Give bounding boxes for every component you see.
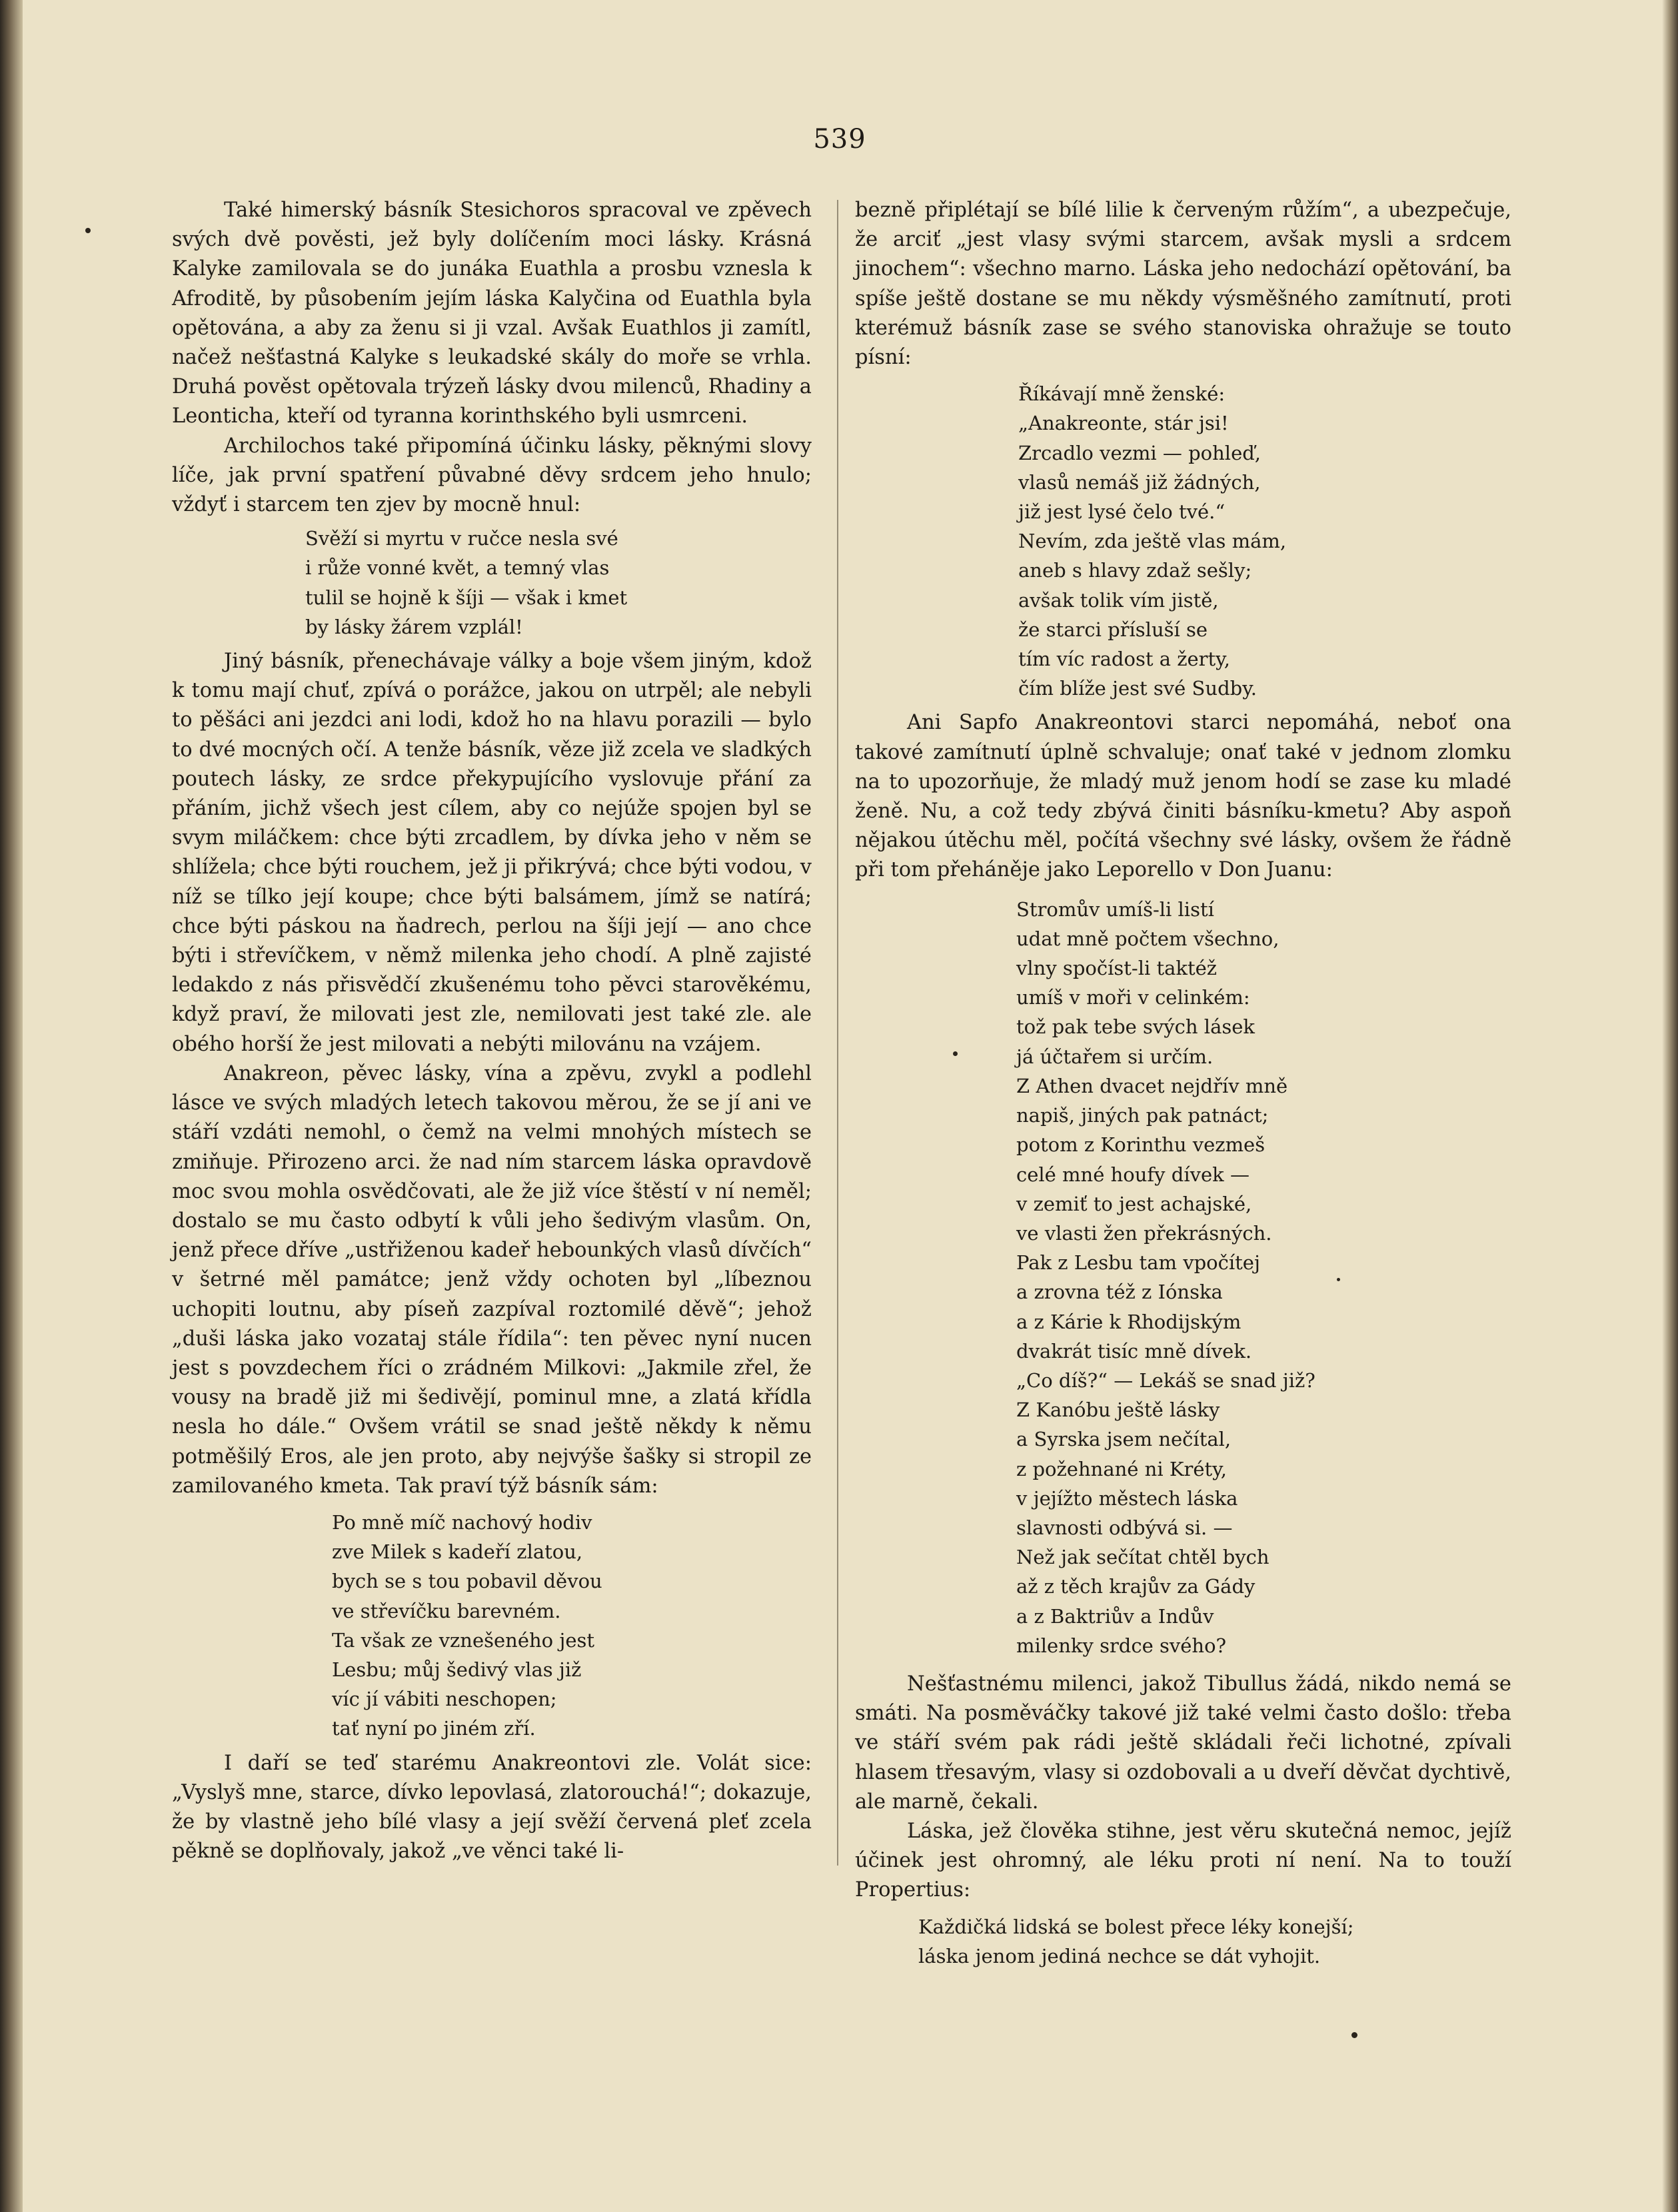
paragraph-dari-se-zle: I daří se teď starému Anakreontovi zle. Volát sice: „Vyslyš mne, starce, dívko lepovlasá, zlatorouchá!“; dokazuje, že by vlastně jeho bílé vlasy a její svěží červená pleť zcela pěkně se doplňovaly, jakož „ve věnci také li- bbox=[172, 1751, 812, 1864]
paragraph-continuation: bezně připlétají se bílé lilie k červeným růžím“, a ubezpečuje, že arciť „jest vlasy svými starcem, avšak mysli a srdcem jinochem“: všechno marno. Láska jeho nedochází opětování, ba spíše ještě dostane se mu někdy výsměšného zamítnutí, proti kterémuž básník zase se svého stanoviska ohražuje se touto písní: bbox=[855, 199, 1511, 370]
verse-line: a zrovna též z Iónska bbox=[1016, 1281, 1223, 1304]
verse-stromuv-listi bbox=[855, 895, 1511, 1660]
verse-line: a z Baktriův a Indův bbox=[1016, 1604, 1214, 1628]
verse-line: já účtařem si určím. bbox=[1016, 1045, 1214, 1068]
verse-line: i růže vonné květ, a temný vlas bbox=[305, 556, 610, 580]
verse-line: avšak tolik vím jistě, bbox=[1018, 588, 1219, 612]
paper-speck bbox=[953, 1051, 958, 1056]
paragraph-propertius: Láska, jež člověka stihne, jest věru skutečná nemoc, jejíž účinek jest ohromný, ale léku proti ní není. Na to touží Propertius: bbox=[855, 1819, 1511, 1902]
verse-line: „Anakreonte, stár jsi! bbox=[1018, 412, 1229, 435]
verse-line: ve střevíčku barevném. bbox=[332, 1599, 561, 1622]
column-divider bbox=[837, 200, 838, 1866]
verse-line: Ta však ze vznešeného jest bbox=[332, 1628, 595, 1652]
verse-line: ve vlasti žen překrásných. bbox=[1016, 1221, 1272, 1245]
paragraph-archilochos: Archilochos také připomíná účinku lásky, pěknými slovy líče, jak první spatření půvabné děvy srdcem jeho hnulo; vždyť i starcem ten zjev by mocně hnul: bbox=[172, 434, 812, 517]
verse-line: udat mně počtem všechno, bbox=[1016, 927, 1279, 950]
paper-speck bbox=[85, 228, 91, 233]
binding-shadow bbox=[0, 0, 23, 2212]
verse-line: v zemiť to jest achajské, bbox=[1016, 1192, 1252, 1215]
verse-line: „Co díš?“ — Lekáš se snad již? bbox=[1016, 1369, 1315, 1392]
verse-line: Svěží si myrtu v ručce nesla své bbox=[305, 527, 618, 550]
verse-line: Z Kanóbu ještě lásky bbox=[1016, 1398, 1220, 1422]
paper-speck bbox=[1351, 2032, 1357, 2038]
verse-line: slavnosti odbývá si. — bbox=[1016, 1516, 1233, 1539]
verse-line: víc jí vábiti neschopen; bbox=[332, 1688, 557, 1711]
verse-line: Každičká lidská se bolest přece léky konejší; bbox=[918, 1915, 1354, 1938]
verse-line: a Syrska jsem nečítal, bbox=[1016, 1428, 1232, 1451]
verse-line: v jejížto městech láska bbox=[1016, 1486, 1238, 1510]
verse-line: vlasů nemáš již žádných, bbox=[1018, 470, 1261, 494]
verse-line: umíš v moři v celinkém: bbox=[1016, 986, 1250, 1009]
verse-line: Stromův umíš-li listí bbox=[1016, 897, 1214, 921]
verse-line: milenky srdce svého? bbox=[1016, 1634, 1227, 1657]
verse-line: Než jak sečítat chtěl bych bbox=[1016, 1546, 1269, 1569]
verse-line: zve Milek s kadeří zlatou, bbox=[332, 1540, 583, 1564]
paragraph-stesichoros: Také himerský básník Stesichoros spracoval ve zpěvech svých dvě pověsti, jež byly dolíčením moci lásky. Krásná Kalyke zamilovala se do junáka Euathla a prosbu vznesla k Afroditě, by působením jejím láska Kalyčina od Euathla byla opětována, a aby za ženu si ji vzal. Avšak Euathlos ji zamítl, načež nešťastná Kalyke s leukadské skály do moře se vrhla. Druhá pověst opětovala trýzeň lásky dvou milenců, Rhadiny a Leonticha, kteří od tyranna korinthského byli usmrceni. bbox=[172, 199, 812, 428]
paragraph-anakreon: Anakreon, pěvec lásky, vína a zpěvu, zvykl a podlehl lásce ve svých mladých letech takovou měrou, že se jí ani ve stáří vzdáti nemohl, o čemž na velmi mnohých místech se zmiňuje. Přirozeno arci. že nad ním starcem láska opravdově moc svou mohla osvědčovati, ale že již více štěstí v ní neměl; dostalo se mu často odbytí k vůli jeho šedivým vlasům. On, jenž přece dříve „ustřiženou kadeř hebounkých vlasů dívčích“ v šetrné měl památce; jenž vždy ochoten byl „líbeznou uchopiti loutnu, aby píseň zazpíval roztomilé děvě“; jehož „duši láska jako vozataj stále řídila“: ten pěvec nyní nucen jest s povzdechem říci o zrádném Milkovi: „Jakmile zřel, že vousy na bradě již mi šedivějí, pominul mne, a zlatá křídla nesla ho dále.“ Ovšem vrátil se snad ještě někdy k němu potměšilý Eros, ale jen proto, aby nejvýše šašky si stropil ze zamilovaného kmeta. Tak praví týž básník sám: bbox=[172, 1061, 812, 1498]
verse-line: aneb s hlavy zdaž sešly; bbox=[1018, 559, 1252, 582]
verse-line: tať nyní po jiném zří. bbox=[332, 1717, 536, 1740]
verse-line: čím blíže jest své Sudby. bbox=[1018, 677, 1257, 700]
paragraph-tibullus: Nešťastnému milenci, jakož Tibullus žádá, nikdo nemá se smáti. Na posměváčky takové již také velmi často došlo: třeba ve stáří svém pak rádi ještě skládali řeči lichotné, zpívali hlasem třesavým, vlasy si ozdobovali a u dveří děvčat dychtivě, ale marně, čekali. bbox=[855, 1672, 1511, 1814]
verse-line: láska jenom jediná nechce se dát vyhojit. bbox=[918, 1944, 1321, 1967]
page-number: 539 bbox=[813, 124, 866, 155]
verse-line: Říkávají mně ženské: bbox=[1018, 382, 1226, 406]
verse-line: potom z Korinthu vezmeš bbox=[1016, 1133, 1265, 1157]
verse-line: napiš, jiných pak patnáct; bbox=[1016, 1104, 1269, 1127]
left-column bbox=[172, 196, 812, 1866]
verse-line: a z Kárie k Rhodijským bbox=[1016, 1310, 1242, 1333]
verse-line: Nevím, zda ještě vlas mám, bbox=[1018, 530, 1287, 553]
verse-line: již jest lysé čelo tvé.“ bbox=[1018, 500, 1226, 524]
verse-line: z požehnané ni Kréty, bbox=[1016, 1457, 1227, 1480]
right-column bbox=[855, 196, 1511, 1976]
verse-line: Z Athen dvacet nejdřív mně bbox=[1016, 1074, 1288, 1097]
verse-line: tož pak tebe svých lásek bbox=[1016, 1015, 1255, 1039]
verse-line: Zrcadlo vezmi — pohleď, bbox=[1018, 441, 1261, 464]
verse-archilochos bbox=[172, 524, 812, 642]
verse-line: Lesbu; můj šedivý vlas již bbox=[332, 1658, 582, 1681]
verse-line: že starci přísluší se bbox=[1018, 618, 1208, 641]
verse-line: Pak z Lesbu tam vpočítej bbox=[1016, 1251, 1260, 1275]
paragraph-jiny-basnik: Jiný básník, přenechávaje války a boje všem jiným, kdož k tomu mají chuť, zpívá o porážce, jakou on utrpěl; ale nebyli to pěšáci ani jezdci ani lodi, kdož ho na hlavu porazili — bylo to dvé mocných očí. A tenže básník, věze již zcela ve sladkých poutech lásky, ze srdce překypujícího vyslovuje přání za přáním, jichž všech jest cílem, aby co nejúže spojen byl se svym miláčkem: chce býti zrcadlem, by dívka jeho v něm se shlížela; chce býti rouchem, jež ji přikrývá; chce býti vodou, v níž se tílko její koupe; chce býti balsámem, jímž se natírá; chce býti páskou na ňadrech, perlou na šíji její — ano chce býti i střevíčkem, v němž milenka jeho chodí. A plně zajisté ledakdo z nás přisvědčí zkušenému toho pěvci starověkému, když praví, že milovati jest zle, nemilovati jest také zle. ale obého horší že jest milovati a nebýti milovánu na vzájem. bbox=[172, 650, 812, 1056]
verse-line: celé mné houfy dívek — bbox=[1016, 1163, 1250, 1186]
verse-line: až z těch krajův za Gády bbox=[1016, 1575, 1256, 1598]
verse-line: tím víc radost a žerty, bbox=[1018, 648, 1230, 671]
verse-line: tulil se hojně k šíji — však i kmet bbox=[305, 586, 628, 609]
verse-line: Po mně míč nachový hodiv bbox=[332, 1510, 592, 1534]
verse-propertius bbox=[855, 1912, 1511, 1971]
verse-line: bych se s tou pobavil děvou bbox=[332, 1570, 602, 1593]
verse-line: vlny spočíst-li taktéž bbox=[1016, 957, 1218, 980]
paper-speck bbox=[1337, 1278, 1340, 1281]
verse-line: by lásky žárem vzplál! bbox=[305, 615, 523, 638]
paragraph-sapfo: Ani Sapfo Anakreontovi starci nepomáhá, neboť ona takové zamítnutí úplně schvaluje; onať také v jednom zlomku na to upozorňuje, že mladý muž jenom hodí se zase ku mladé ženě. Nu, a což tedy zbývá činiti básníku-kmetu? Aby aspoň nějakou útěchu měl, počítá všechny své lásky, ovšem že řádně při tom přeháněje jako Leporello v Don Juanu: bbox=[855, 711, 1511, 882]
verse-line: dvakrát tisíc mně dívek. bbox=[1016, 1339, 1252, 1363]
verse-rikavaji-zenske bbox=[855, 379, 1511, 703]
page-edge-shadow bbox=[1662, 0, 1678, 2212]
verse-anakreon-mic bbox=[172, 1508, 812, 1744]
